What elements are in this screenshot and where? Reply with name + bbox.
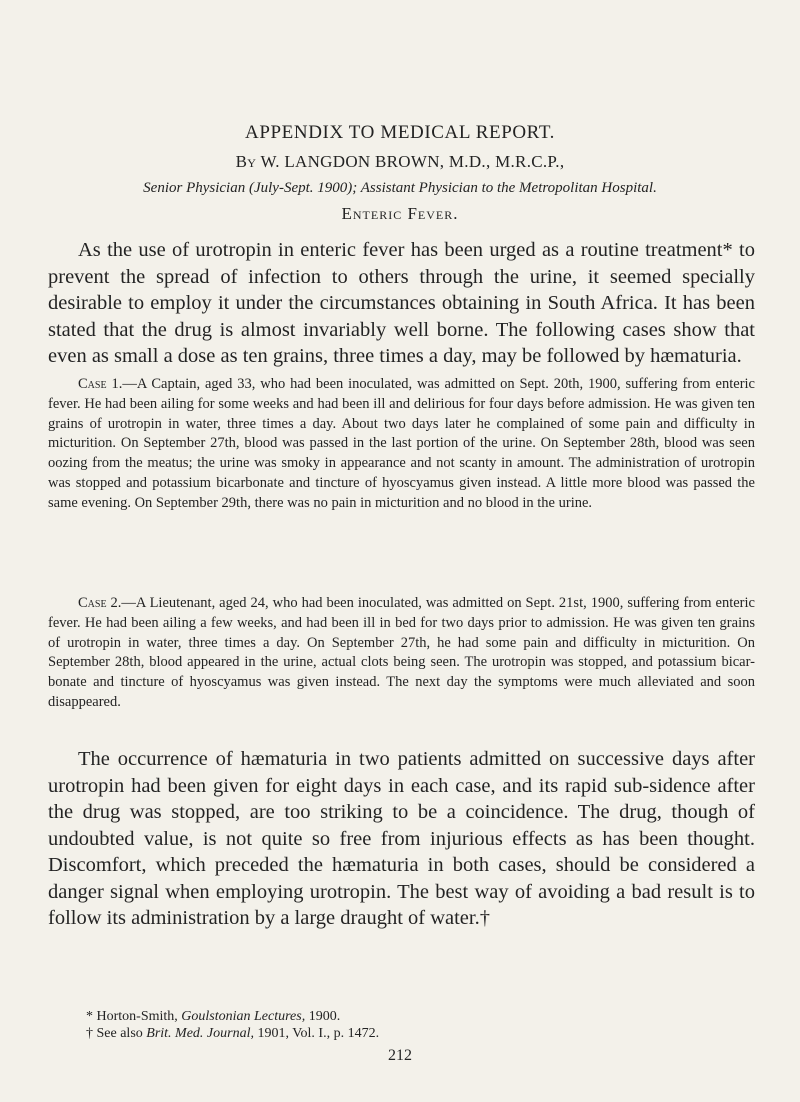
footnotes xyxy=(86,1008,746,1042)
case-2-paragraph xyxy=(48,594,755,713)
author-byline xyxy=(0,152,800,172)
footnote-1-title: Goulstonian Lectures, xyxy=(181,1009,306,1024)
byline-prefix: By xyxy=(235,152,257,171)
footnote-1-post: 1900. xyxy=(305,1009,341,1024)
footnote-1-pre: Horton-Smith, xyxy=(96,1009,182,1024)
footnote-2 xyxy=(86,1025,746,1042)
footnote-2-mark: † xyxy=(86,1026,93,1041)
footnote-2-post: 1901, Vol. I., p. 1472. xyxy=(253,1026,380,1041)
footnote-2-pre: See also xyxy=(96,1026,147,1041)
case-1-paragraph xyxy=(48,375,755,514)
footnote-1 xyxy=(86,1008,746,1025)
case-1-text: —A Captain, aged 33, who had been inoculated, was admitted on Sept. 20th, 1900, suffering from enteric fever. He had been ailing for some weeks and had been ill and delirious for four days before admission. He was given ten grains of urotropin in water, three times a day. About two days later he complained of some pain and difficulty in micturition. On September 27th, blood was passed in the last portion of the urine. On September 28th, blood was seen oozing from the meatus; the urine was smoky in appearance and not scanty in amount. The administration of urotropin was stopped and potassium bicarbonate and tincture of hyoscyamus given instead. A little more blood was passed the same evening. On September 29th, there was no pain in micturition and no blood in the urine. xyxy=(48,376,755,511)
case-2-label: Case 2. xyxy=(78,595,122,611)
intro-paragraph: As the use of urotropin in enteric fever has been urged as a routine treatment* to prevent the spread of infection to others through the urine, it seemed specially desirable to employ it under the circumstances obtaining in South Africa. It has been stated that the drug is almost invariably well borne. The following cases show that even as small a dose as ten grains, three times a day, may be followed by hæmaturia. xyxy=(48,239,755,367)
footnote-2-title: Brit. Med. Journal, xyxy=(146,1026,254,1041)
footnote-1-mark: * xyxy=(86,1009,93,1024)
author-affiliation: Senior Physician (July-Sept. 1900); Assistant Physician to the Metropolitan Hospital. xyxy=(143,180,657,196)
page-title: APPENDIX TO MEDICAL REPORT. xyxy=(245,122,555,143)
case-1-label: Case 1. xyxy=(78,376,123,392)
case-2-text: —A Lieutenant, aged 24, who had been inoculated, was admitted on Sept. 21st, 1900, suffering from enteric fever. He had been ailing a few weeks, and had been ill in bed for two days prior to admission. He was given ten grains of urotropin in water, three times a day. On September 27th, he had some pain and difficulty in micturition. On September 28th, blood appeared in the urine, actual clots being seen. The urotropin was stopped, and potassium bicar-bonate and tincture of hyoscyamus was given instead. The next day the symptoms were much alleviated and soon disappeared. xyxy=(48,595,755,710)
author-name: W. LANGDON BROWN, M.D., M.R.C.P., xyxy=(260,152,565,171)
conclusion-paragraph: The occurrence of hæmaturia in two patients admitted on successive days after urotropin had been given for eight days in each case, and its rapid sub-sidence after the drug was stopped, are too striking to be a coincidence. The drug, though of undoubted value, is not quite so free from injurious effects as has been thought. Discomfort, which preceded the hæmaturia in both cases, should be considered a danger signal when employing urotropin. The best way of avoiding a bad result is to follow its administration by a large draught of water.† xyxy=(48,748,755,929)
page-number: 212 xyxy=(388,1047,412,1064)
section-heading: Enteric Fever. xyxy=(341,204,459,223)
